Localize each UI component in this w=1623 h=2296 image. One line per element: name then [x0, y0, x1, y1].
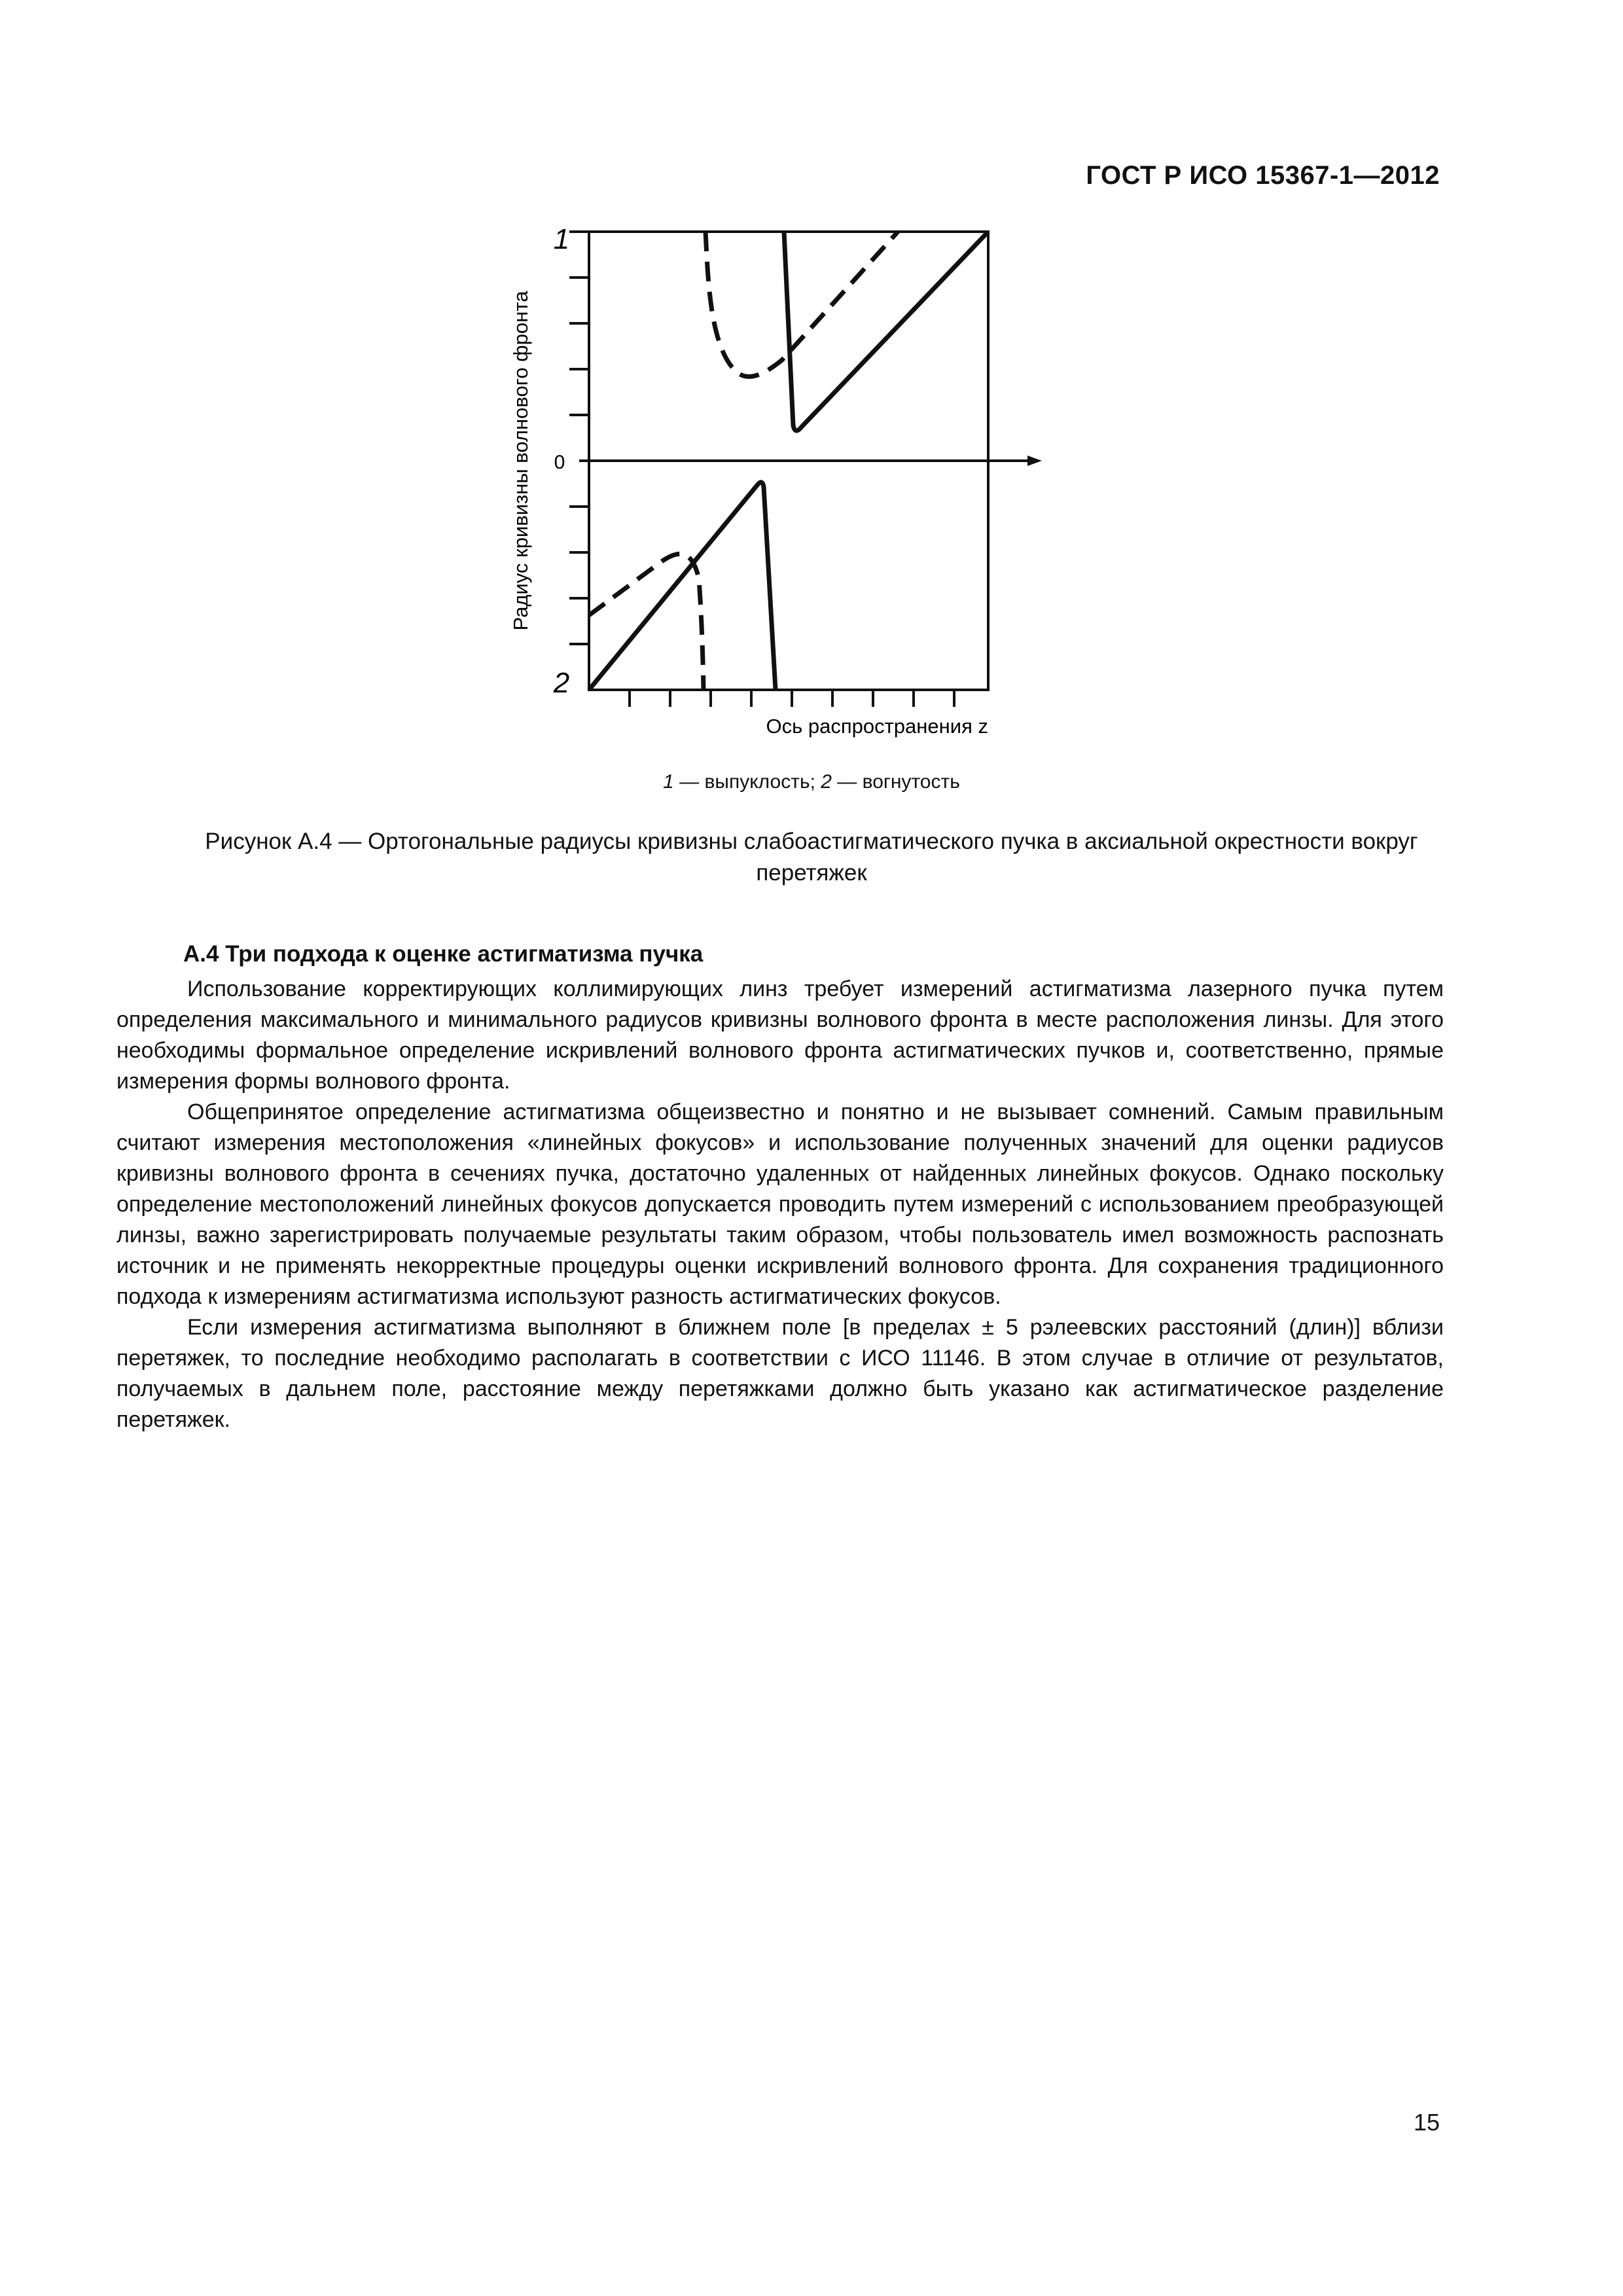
z-axis-arrow	[1027, 456, 1042, 466]
section-title: А.4 Три подхода к оценке астигматизма пучка	[183, 941, 704, 967]
paragraph: Общепринятое определение астигматизма общеизвестно и понятно и не вызывает сомнений. Самым правильным считают измерения местоположения «линейных фокусов» и использование полученных значений для оценки радиусов кривизны волнового фронта в сечениях пучка, достаточно удаленных от найденных линейных фокусов. Однако поскольку определение местоположений линейных фокусов допускается проводить путем измерений с использованием преобразующей линзы, важно зарегистрировать получаемые результаты таким образом, чтобы пользователь имел возможность распознать источник и не применять некорректные процедуры оценки искривлений волнового фронта. Для сохранения традиционного подхода к измерениям астигматизма используют разность астигматических фокусов.	[116, 1100, 1444, 1309]
legend-text-2: — вогнутость	[831, 771, 960, 793]
page-number: 15	[1413, 2109, 1440, 2136]
label-curve-1: 1	[553, 223, 570, 255]
solid-curve-upper	[784, 232, 988, 431]
label-curve-2: 2	[553, 667, 570, 699]
paragraph: Использование корректирующих коллимирующих линз требует измерений астигматизма лазерного пучка путем определения максимального и минимального радиусов кривизны волнового фронта в месте расположения линзы. Для этого необходимы формальное определение искривлений волнового фронта астигматических пучков и, соответственно, прямые измерения формы волнового фронта.	[116, 977, 1444, 1094]
solid-curve-lower	[589, 482, 776, 690]
legend-number-2: 2	[821, 771, 832, 793]
y-ticks	[569, 232, 589, 644]
figure-legend	[0, 771, 1623, 793]
label-zero: 0	[554, 452, 565, 473]
legend-text-1: — выпуклость;	[673, 771, 821, 793]
section-body	[116, 974, 1444, 1435]
curvature-radius-figure	[504, 223, 1067, 759]
document-code: ГОСТ Р ИСО 15367-1—2012	[1086, 161, 1440, 190]
x-ticks	[630, 690, 954, 707]
paragraph: Если измерения астигматизма выполняют в ближнем поле [в пределах ± 5 рэлеевских расстояний (длин)] вблизи перетяжек, то последние необходимо располагать в соответствии с ИСО 11146. В этом случае в отличие от результатов, получаемых в дальнем поле, расстояние между перетяжками должно быть указано как астигматическое разделение перетяжек.	[116, 1315, 1444, 1432]
x-axis-label: Ось распространения z	[766, 715, 988, 738]
figure-caption: Рисунок А.4 — Ортогональные радиусы кривизны слабоастигматического пучка в аксиальной окрестности вокруг перетяжек	[205, 829, 1418, 886]
y-axis-label: Радиус кривизны волнового фронта	[509, 291, 532, 631]
legend-number-1: 1	[663, 771, 674, 793]
